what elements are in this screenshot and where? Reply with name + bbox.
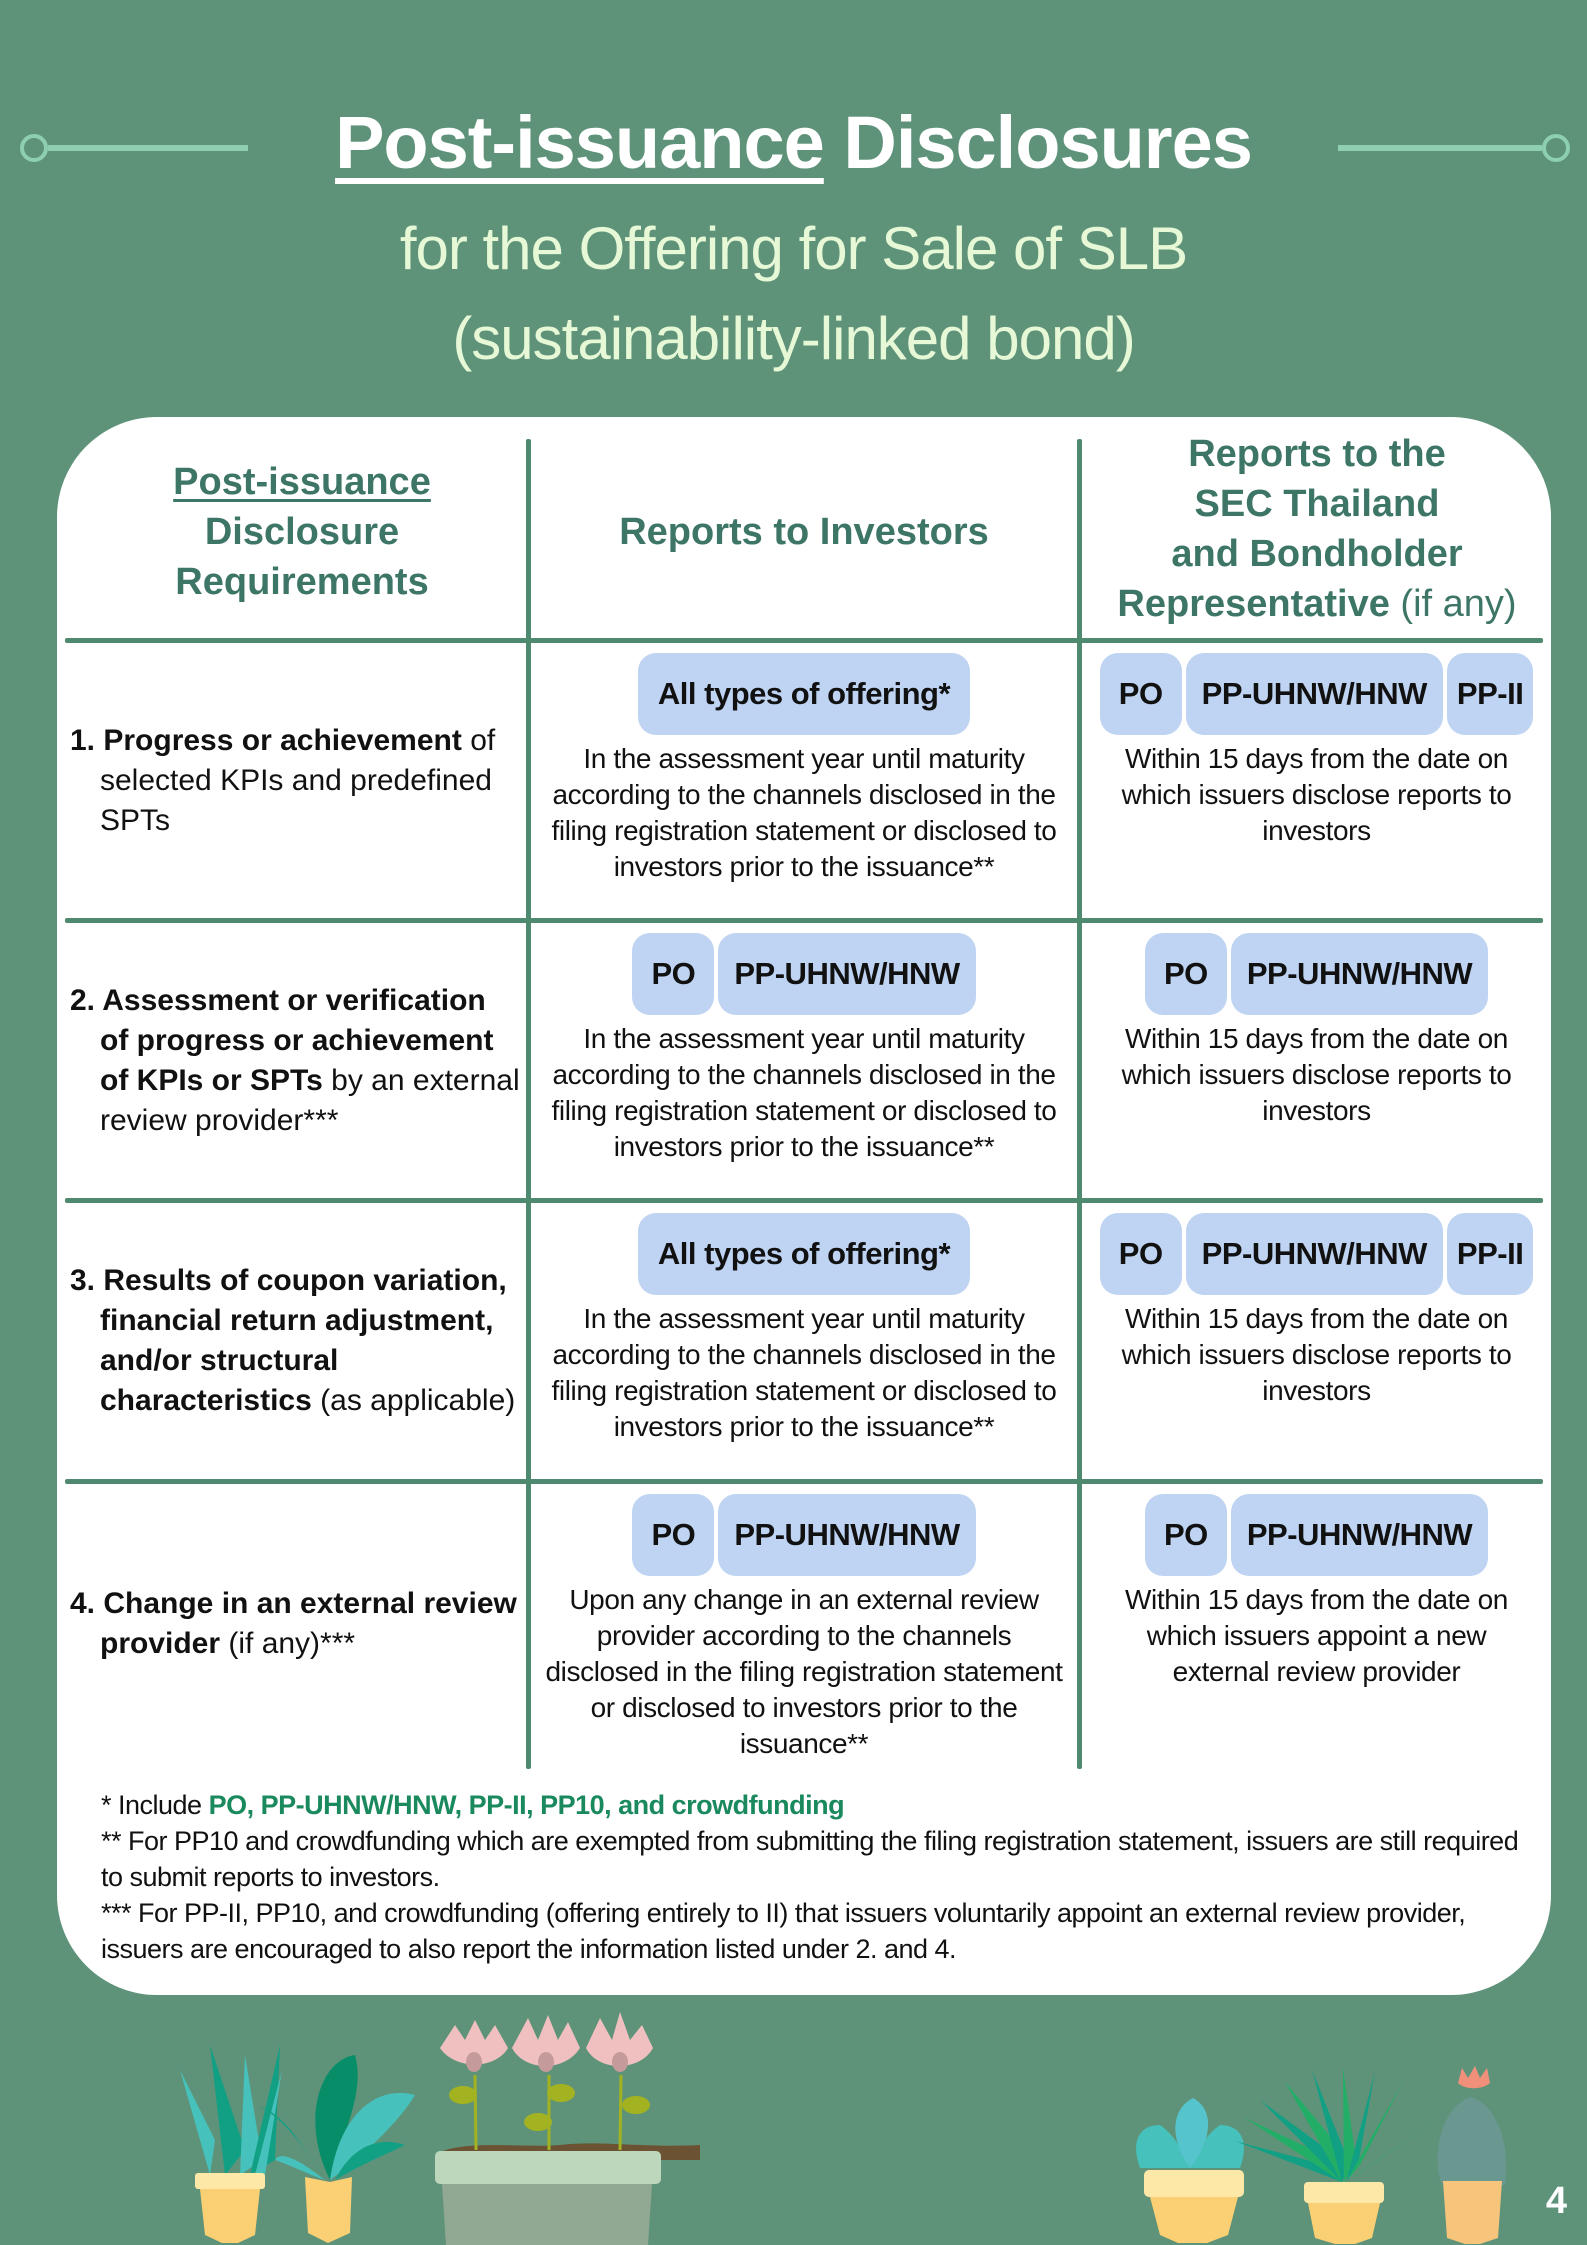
footnote-1-prefix: * Include [101, 1790, 209, 1820]
badge-pp-ii: PP-II [1447, 653, 1533, 735]
req-number: 2. [70, 983, 103, 1017]
offering-badges [638, 653, 970, 735]
footnotes [101, 1787, 1531, 1967]
req-title: Assessment or verification of progress or achievement of KPIs or SPTs [100, 983, 494, 1097]
title-underlined: Post-issuance [335, 101, 824, 184]
offering-badges [638, 1213, 970, 1295]
row-2-investors-cell [531, 923, 1077, 1165]
badge-pp-ii: PP-II [1447, 1213, 1533, 1295]
cactus-plant-icon [1438, 2066, 1507, 2244]
timing-text: Within 15 days from the date on which issuers appoint a new external review provider [1125, 1584, 1508, 1687]
badge-po: PO [1100, 1213, 1182, 1295]
header-requirements [77, 457, 527, 607]
badge-pp-uhnw-hnw: PP-UHNW/HNW [718, 933, 975, 1015]
timing-text: Upon any change in an external review provider according to the channels disclosed in the filing registration statement or disclosed to investors prior to the issuance** [545, 1584, 1063, 1759]
badge-pp-uhnw-hnw: PP-UHNW/HNW [1186, 1213, 1443, 1295]
requirement-4 [70, 1484, 520, 1764]
row-4-investors-cell [531, 1484, 1077, 1762]
fern-plant-icon [180, 2045, 282, 2243]
badge-po: PO [1145, 933, 1227, 1015]
req-detail: by an external review provider*** [100, 1063, 520, 1137]
offering-badges [1100, 653, 1534, 735]
offering-badges [1100, 1213, 1534, 1295]
footnote-1-offering-types: PO, PP-UHNW/HNW, PP-II, PP10, and crowdfunding [208, 1790, 845, 1820]
row-4-sec-cell [1082, 1484, 1551, 1690]
req-title: Progress or achievement [103, 723, 462, 757]
badge-po: PO [632, 933, 714, 1015]
badge-pp-uhnw-hnw: PP-UHNW/HNW [1186, 653, 1443, 735]
req-detail: (as applicable) [311, 1383, 516, 1417]
offering-badges [632, 933, 975, 1015]
header-sec-representative: Representative [1117, 583, 1390, 625]
offering-badges [1145, 933, 1488, 1015]
offering-badges [1145, 1494, 1488, 1576]
header-sec-if-any: (if any) [1389, 583, 1517, 625]
subtitle-line-1: for the Offering for Sale of SLB [399, 215, 1188, 282]
timing-text: Within 15 days from the date on which issuers disclose reports to investors [1121, 743, 1512, 846]
req-title: Change in an external review provider [100, 1587, 517, 1660]
req-title: Results of coupon variation, financial return adjustment, and/or structural characteristics [100, 1263, 507, 1417]
row-2-sec-cell [1082, 923, 1551, 1129]
potted-plants-illustration-icon [0, 2000, 1587, 2245]
timing-text: In the assessment year until maturity according to the channels disclosed in the filing registration statement or disclosed to investors prior to the issuance** [551, 743, 1057, 882]
footnote-2: ** For PP10 and crowdfunding which are exempted from submitting the filing registration statement, issuers are still required to submit reports to investors. [101, 1826, 1519, 1892]
page-title [0, 98, 1587, 188]
header-sec-line1: Reports to the [1188, 433, 1446, 475]
disclosure-table-card [57, 417, 1551, 1995]
badge-po: PO [632, 1494, 714, 1576]
row-1-sec-cell [1082, 643, 1551, 849]
timing-text: In the assessment year until maturity according to the channels disclosed in the filing registration statement or disclosed to investors prior to the issuance** [551, 1303, 1057, 1442]
requirement-1 [70, 643, 520, 918]
timing-text: Within 15 days from the date on which issuers disclose reports to investors [1121, 1303, 1512, 1406]
footnote-1 [101, 1787, 1531, 1823]
offering-badges [632, 1494, 975, 1576]
header-requirements-line3: Requirements [175, 561, 429, 603]
title-rest: Disclosures [823, 101, 1252, 184]
succulent-plant-icon [1136, 2098, 1244, 2243]
badge-po: PO [1100, 653, 1182, 735]
header-sec-line3: and Bondholder [1171, 533, 1463, 575]
badge-all-types: All types of offering* [638, 1213, 970, 1295]
header-reports-to-sec [1082, 429, 1552, 629]
page-number: 4 [1545, 2180, 1567, 2222]
requirement-2 [70, 923, 520, 1198]
badge-po: PO [1145, 1494, 1227, 1576]
badge-pp-uhnw-hnw: PP-UHNW/HNW [1231, 1494, 1488, 1576]
badge-pp-uhnw-hnw: PP-UHNW/HNW [1231, 933, 1488, 1015]
header-sec-line2: SEC Thailand [1194, 483, 1440, 525]
row-3-sec-cell [1082, 1203, 1551, 1409]
badge-pp-uhnw-hnw: PP-UHNW/HNW [718, 1494, 975, 1576]
timing-text: Within 15 days from the date on which issuers disclose reports to investors [1121, 1023, 1512, 1126]
badge-all-types: All types of offering* [638, 653, 970, 735]
row-1-investors-cell [531, 643, 1077, 885]
row-3-investors-cell [531, 1203, 1077, 1445]
requirement-3 [70, 1203, 520, 1478]
footnote-3: *** For PP-II, PP10, and crowdfunding (offering entirely to II) that issuers voluntarily appoint an external review provider, issuers are encouraged to also report the information listed under 2. and 4. [101, 1898, 1466, 1964]
header-sec-line4 [1082, 579, 1552, 629]
req-number: 4. [70, 1587, 104, 1620]
req-detail: of selected KPIs and predefined SPTs [100, 723, 496, 837]
agave-plant-icon [1235, 2068, 1440, 2244]
header-requirements-line2: Disclosure [204, 511, 400, 553]
req-number: 1. [70, 723, 104, 757]
timing-text: In the assessment year until maturity according to the channels disclosed in the filing registration statement or disclosed to investors prior to the issuance** [551, 1023, 1057, 1162]
header-reports-to-investors: Reports to Investors [619, 511, 989, 553]
subtitle-line-2: (sustainability-linked bond) [452, 305, 1135, 372]
header-requirements-line1: Post-issuance [173, 461, 431, 503]
flower-planter-icon [435, 2012, 700, 2245]
req-detail: (if any)*** [220, 1627, 356, 1660]
req-number: 3. [70, 1263, 104, 1297]
